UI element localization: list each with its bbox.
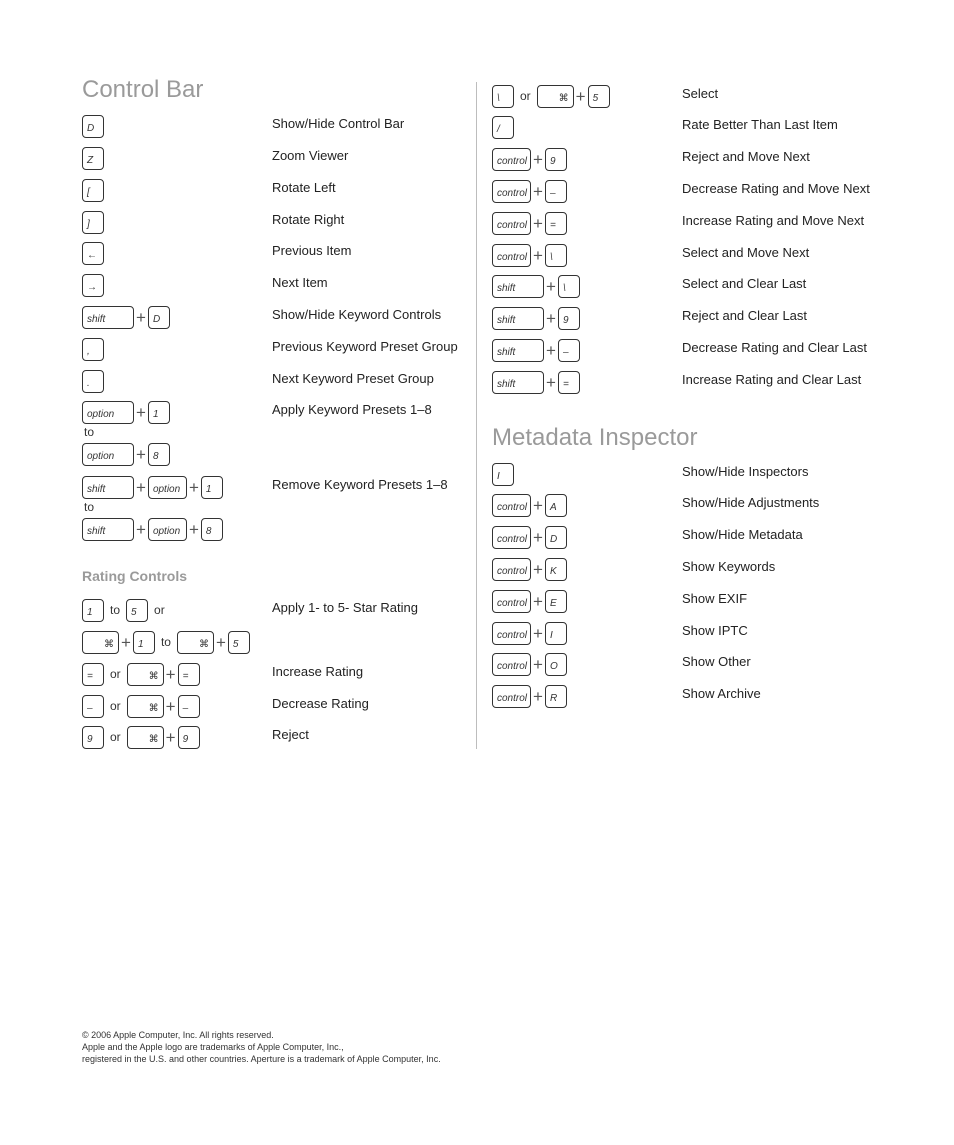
plus-icon: + [188,477,199,497]
key-cap: 5 [228,631,250,654]
key-cap: control [492,180,531,203]
shortcut-row [82,337,472,361]
shortcut-description: Show/Hide Adjustments [682,495,820,510]
key-cap: shift [82,518,134,541]
metadata-inspector-heading: Metadata Inspector [492,424,698,451]
shortcut-row [492,243,912,267]
shortcut-row [82,630,472,654]
key-cap: – [558,339,580,362]
or-label: or [154,603,165,617]
key-cap: \ [545,244,567,267]
key-cap: shift [492,307,544,330]
shortcut-row [492,338,912,362]
key-cap: . [82,370,104,393]
plus-icon: + [546,372,556,392]
shortcut-row [82,210,472,234]
key-cap: option [82,401,134,424]
command-key-icon [127,726,164,749]
shortcut-description: Decrease Rating [272,696,369,711]
plus-icon: + [533,623,543,643]
key-cap: option [148,518,187,541]
shortcut-description: Show/Hide Keyword Controls [272,307,442,322]
left-arrow-key-icon: ← [82,242,104,265]
plus-icon: + [121,632,131,652]
shortcut-description: Next Keyword Preset Group [272,371,434,386]
shortcut-description: Previous Keyword Preset Group [272,339,458,354]
key-cap: 1 [201,476,223,499]
shortcut-description: Reject [272,727,309,742]
shortcut-description: Increase Rating and Move Next [682,213,865,228]
key-cap: control [492,494,531,517]
command-icon: ⌘ [198,638,209,650]
plus-icon: + [533,213,543,233]
shortcut-row [82,241,472,265]
plus-icon: + [136,402,146,422]
rating-controls-heading: Rating Controls [82,568,187,584]
shortcut-row [82,114,472,138]
shortcut-description: Apply Keyword Presets 1–8 [272,402,432,417]
shortcut-row [492,274,912,298]
command-icon: ⌘ [148,733,159,745]
key-cap: [ [82,179,104,202]
shortcut-row [492,147,912,171]
shortcut-description: Decrease Rating and Move Next [682,181,870,196]
plus-icon: + [136,477,146,497]
shortcut-row [492,684,912,708]
shortcut-row [82,598,472,622]
shortcut-row [492,557,912,581]
shortcut-description: Show/Hide Metadata [682,527,803,542]
shortcut-description: Next Item [272,275,328,290]
command-icon: ⌘ [148,670,159,682]
or-label: or [110,699,121,713]
shortcut-row [492,493,912,517]
command-key-icon [82,631,119,654]
plus-icon: + [546,308,556,328]
plus-icon: + [136,307,146,327]
shortcut-row [492,115,912,139]
key-cap: option [148,476,187,499]
key-cap: R [545,685,567,708]
key-cap: control [492,590,531,613]
plus-icon: + [533,149,543,169]
key-cap: / [492,116,514,139]
key-cap: ] [82,211,104,234]
key-cap: I [545,622,567,645]
plus-icon: + [533,527,543,547]
shortcut-row [82,517,472,541]
key-cap: \ [492,85,514,108]
shortcut-row [82,178,472,202]
shortcut-row [492,370,912,394]
shortcut-description: Decrease Rating and Clear Last [682,340,867,355]
plus-icon: + [165,727,176,747]
key-cap: D [148,306,170,329]
or-label: or [110,667,121,681]
shortcut-row [492,525,912,549]
shortcut-row [82,146,472,170]
footer-line: Apple and the Apple logo are trademarks of Apple Computer, Inc., [82,1042,344,1052]
key-cap: control [492,526,531,549]
command-icon: ⌘ [104,638,114,650]
shortcut-description: Select [682,86,719,101]
key-cap: 8 [148,443,170,466]
shortcut-description: Reject and Clear Last [682,308,808,323]
key-cap: control [492,653,531,676]
shortcut-row [492,462,912,486]
shortcut-description: Increase Rating and Clear Last [682,372,862,387]
key-cap: shift [82,306,134,329]
key-cap: control [492,685,531,708]
key-cap: Z [82,147,104,170]
plus-icon: + [165,664,176,684]
shortcut-row [82,273,472,297]
key-cap: = [545,212,567,235]
shortcut-description: Show Archive [682,686,761,701]
key-cap: shift [492,275,544,298]
shortcut-row [82,725,472,749]
plus-icon: + [215,632,226,652]
key-cap: D [82,115,104,138]
plus-icon: + [188,519,199,539]
key-cap: E [545,590,567,613]
key-cap: shift [492,339,544,362]
shortcut-description: Rate Better Than Last Item [682,117,838,132]
key-cap: , [82,338,104,361]
shortcut-description: Show Keywords [682,559,776,574]
key-cap: K [545,558,567,581]
key-cap: = [82,663,104,686]
key-cap: 8 [201,518,223,541]
control-bar-heading: Control Bar [82,76,204,103]
shortcut-row [492,621,912,645]
key-cap: control [492,558,531,581]
or-label: or [110,730,121,744]
key-cap: 1 [82,599,104,622]
command-key-icon [127,663,164,686]
shortcut-description: Show/Hide Inspectors [682,464,809,479]
command-key-icon [177,631,214,654]
plus-icon: + [533,181,543,201]
to-label: to [84,500,95,514]
plus-icon: + [165,696,176,716]
footer-line: registered in the U.S. and other countries. Aperture is a trademark of Apple Computer, Inc. [82,1054,441,1064]
key-cap: 1 [148,401,170,424]
key-cap: – [178,695,200,718]
plus-icon: + [533,495,543,515]
plus-icon: + [533,559,543,579]
key-cap: \ [558,275,580,298]
shortcut-row [492,211,912,235]
shortcut-description: Reject and Move Next [682,149,810,164]
plus-icon: + [546,276,556,296]
key-cap: 5 [126,599,148,622]
key-cap: shift [492,371,544,394]
shortcut-description: Rotate Left [272,180,336,195]
key-cap: control [492,212,531,235]
shortcut-description: Show EXIF [682,591,748,606]
shortcut-description: Show Other [682,654,751,669]
shortcut-row [82,442,472,466]
key-cap: A [545,494,567,517]
to-label: to [160,635,171,649]
column-divider [476,82,477,749]
plus-icon: + [136,519,146,539]
shortcut-description: Rotate Right [272,212,345,227]
shortcut-row [82,369,472,393]
plus-icon: + [533,591,543,611]
or-label: or [520,89,531,103]
shortcut-row [492,179,912,203]
to-label: to [110,603,121,617]
plus-icon: + [533,245,543,265]
shortcut-row [82,305,472,329]
footer-line: © 2006 Apple Computer, Inc. All rights reserved. [82,1030,274,1040]
shortcut-row [492,306,912,330]
plus-icon: + [575,86,586,106]
key-cap: 9 [178,726,200,749]
shortcut-description: Show/Hide Control Bar [272,116,405,131]
shortcut-description: Show IPTC [682,623,748,638]
key-cap: – [545,180,567,203]
plus-icon: + [533,686,543,706]
key-cap: 5 [588,85,610,108]
plus-icon: + [136,444,146,464]
to-label: to [84,425,95,439]
key-cap: = [178,663,200,686]
command-icon: ⌘ [558,92,569,104]
key-cap: D [545,526,567,549]
shortcut-row [492,84,912,108]
key-cap: 9 [545,148,567,171]
plus-icon: + [533,654,543,674]
command-icon: ⌘ [148,702,159,714]
shortcut-row [82,475,472,499]
right-arrow-key-icon: → [82,274,104,297]
shortcut-description: Select and Move Next [682,245,810,260]
key-cap: control [492,622,531,645]
shortcut-row [82,694,472,718]
key-cap: = [558,371,580,394]
key-cap: O [545,653,567,676]
shortcut-description: Zoom Viewer [272,148,349,163]
plus-icon: + [546,340,556,360]
key-cap: control [492,244,531,267]
key-cap: – [82,695,104,718]
shortcut-row [82,662,472,686]
shortcut-row [492,589,912,613]
key-cap: I [492,463,514,486]
key-cap: 1 [133,631,155,654]
shortcut-description: Apply 1- to 5- Star Rating [272,600,418,615]
shortcut-description: Previous Item [272,243,352,258]
key-cap: shift [82,476,134,499]
key-cap: option [82,443,134,466]
shortcut-description: Remove Keyword Presets 1–8 [272,477,448,492]
command-key-icon [537,85,574,108]
key-cap: 9 [82,726,104,749]
key-cap: 9 [558,307,580,330]
shortcut-row [492,652,912,676]
shortcut-row [82,400,472,424]
command-key-icon [127,695,164,718]
copyright-footer [82,1029,441,1065]
shortcut-description: Select and Clear Last [682,276,807,291]
key-cap: control [492,148,531,171]
shortcut-description: Increase Rating [272,664,364,679]
